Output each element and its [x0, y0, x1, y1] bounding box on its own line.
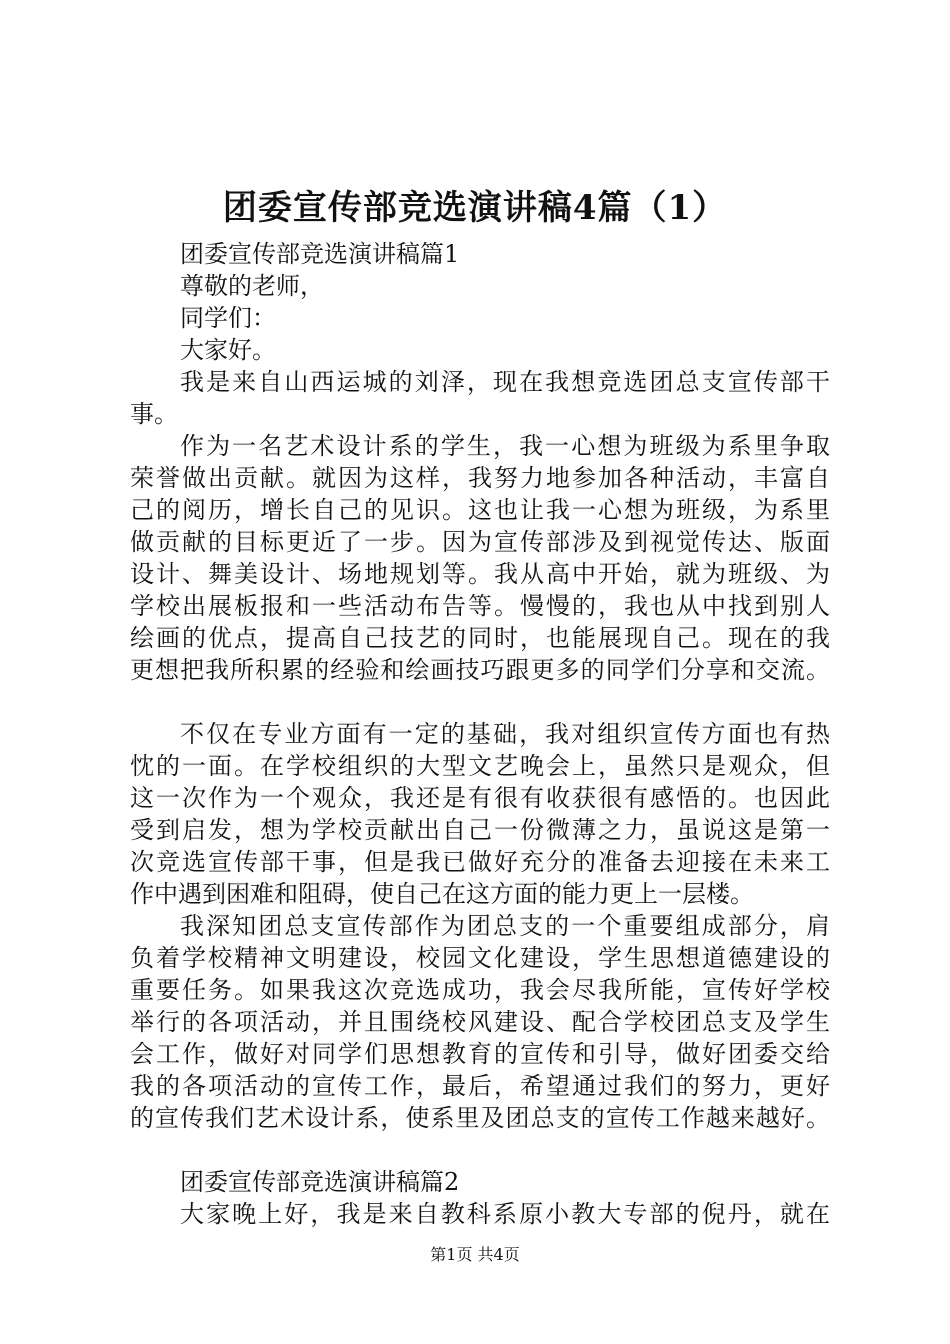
text-line: 作中遇到困难和阻碍，使自己在这方面的能力更上一层楼。	[130, 880, 754, 908]
text-line: 团委宣传部竞选演讲稿篇1	[180, 240, 460, 268]
text-line: 同学们：	[180, 304, 276, 332]
text-line: 做贡献的目标更近了一步。因为宣传部涉及到视觉传达、版面	[130, 528, 830, 556]
text-line: 学校出展板报和一些活动布告等。慢慢的，我也从中找到别人	[130, 592, 830, 620]
text-line: 绘画的优点，提高自己技艺的同时，也能展现自己。现在的我	[130, 624, 830, 652]
text-line: 重要任务。如果我这次竞选成功，我会尽我所能，宣传好学校	[130, 976, 830, 1004]
text-line: 大家晚上好，我是来自教科系原小教大专部的倪丹，就在	[180, 1200, 830, 1228]
blank-line	[130, 1134, 830, 1166]
text-line: 忱的一面。在学校组织的大型文艺晚会上，虽然只是观众，但	[130, 752, 830, 780]
document-title: 团委宣传部竞选演讲稿4篇（1）	[222, 188, 728, 228]
text-line: 举行的各项活动，并且围绕校风建设、配合学校团总支及学生	[130, 1008, 830, 1036]
text-line: 我是来自山西运城的刘泽，现在我想竞选团总支宣传部干	[180, 368, 830, 396]
text-line: 这一次作为一个观众，我还是有很有收获很有感悟的。也因此	[130, 784, 830, 812]
text-line: 事。	[130, 400, 178, 428]
text-line: 更想把我所积累的经验和绘画技巧跟更多的同学们分享和交流。	[130, 656, 830, 684]
text-line: 荣誉做出贡献。就因为这样，我努力地参加各种活动，丰富自	[130, 464, 830, 492]
text-line: 的宣传我们艺术设计系，使系里及团总支的宣传工作越来越好。	[130, 1104, 830, 1132]
blank-line	[130, 686, 830, 718]
text-line: 尊敬的老师，	[180, 272, 324, 300]
text-line: 会工作，做好对同学们思想教育的宣传和引导，做好团委交给	[130, 1040, 830, 1068]
text-line: 我的各项活动的宣传工作，最后，希望通过我们的努力，更好	[130, 1072, 830, 1100]
text-line: 设计、舞美设计、场地规划等。我从高中开始，就为班级、为	[130, 560, 830, 588]
text-line: 大家好。	[180, 336, 276, 364]
text-line: 次竞选宣传部干事，但是我已做好充分的准备去迎接在未来工	[130, 848, 830, 876]
page-footer: 第1页 共4页	[430, 1245, 520, 1264]
text-line: 受到启发，想为学校贡献出自己一份微薄之力，虽说这是第一	[130, 816, 830, 844]
text-line: 作为一名艺术设计系的学生，我一心想为班级为系里争取	[180, 432, 830, 460]
text-line: 己的阅历，增长自己的见识。这也让我一心想为班级，为系里	[130, 496, 830, 524]
document-body	[130, 238, 830, 1230]
text-line: 负着学校精神文明建设，校园文化建设，学生思想道德建设的	[130, 944, 830, 972]
text-line: 团委宣传部竞选演讲稿篇2	[180, 1168, 460, 1196]
text-line: 不仅在专业方面有一定的基础，我对组织宣传方面也有热	[180, 720, 830, 748]
text-line: 我深知团总支宣传部作为团总支的一个重要组成部分，肩	[180, 912, 830, 940]
